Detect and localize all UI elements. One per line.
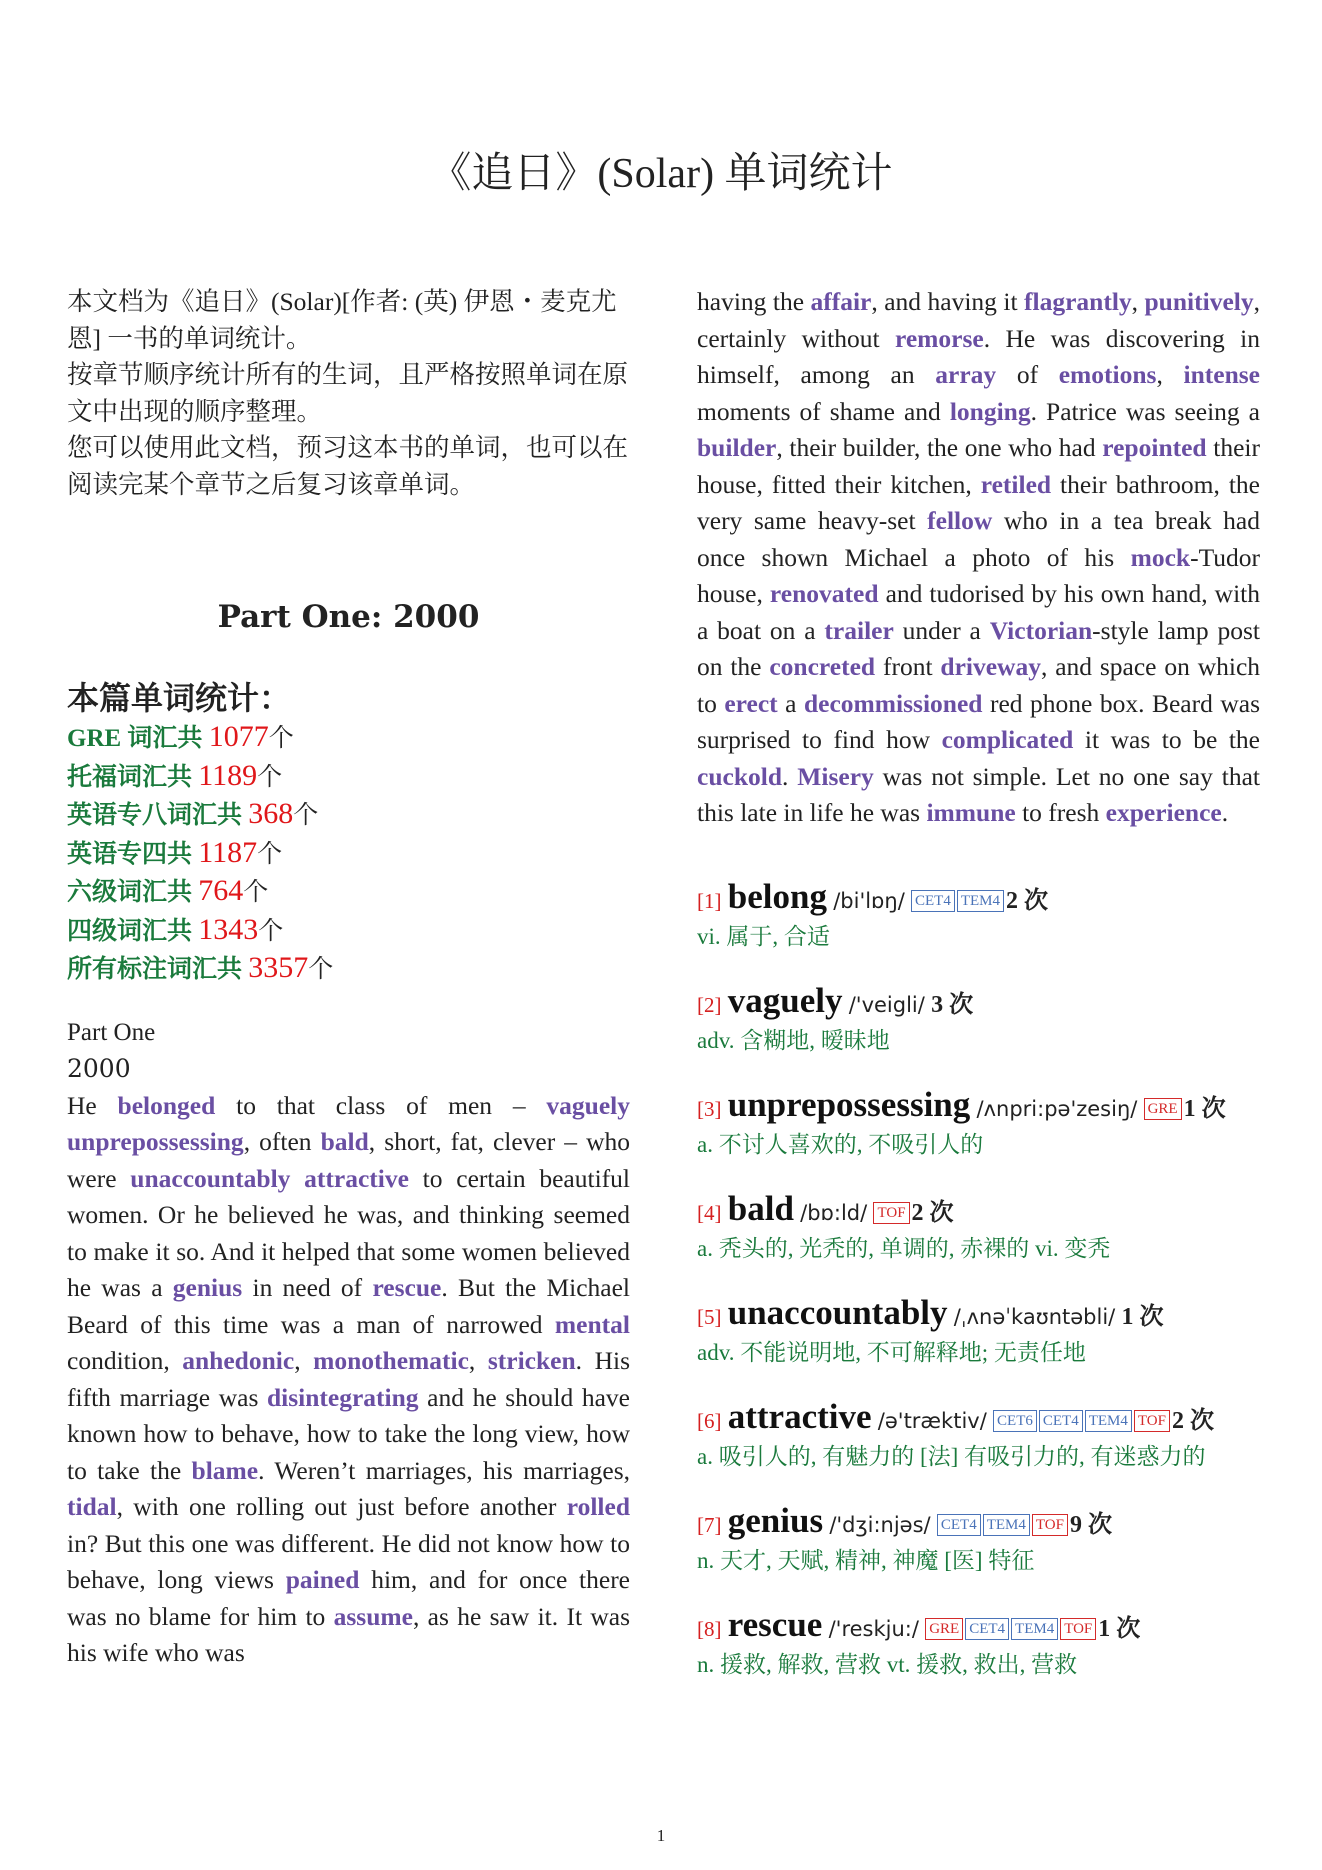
vocab-entry xyxy=(697,1086,1260,1162)
highlighted-word: flagrantly xyxy=(1024,287,1132,316)
highlighted-word: builder xyxy=(697,433,777,462)
entry-phonetic: /ʌnpri:pə'zesiŋ/ xyxy=(976,1096,1138,1121)
highlighted-word: blame xyxy=(191,1455,259,1485)
highlighted-word: experience xyxy=(1105,798,1222,827)
highlighted-word: complicated xyxy=(941,725,1074,754)
exam-tag: GRE xyxy=(925,1618,963,1640)
highlighted-word: affair xyxy=(810,287,872,316)
stat-line xyxy=(67,835,630,874)
exam-tag: TEM4 xyxy=(1085,1410,1132,1432)
highlighted-word: array xyxy=(935,360,997,389)
exam-tag: TOF xyxy=(873,1202,909,1224)
entry-definition: vi. 属于, 合适 xyxy=(697,923,830,949)
stat-label: 所有标注词汇共 xyxy=(67,956,249,983)
entry-definition: adv. 含糊地, 暧昧地 xyxy=(697,1027,890,1053)
entry-word: belong xyxy=(727,876,827,916)
highlighted-word: driveway xyxy=(940,652,1041,681)
passage-right: having the affair, and having it flagrantly, punitively, certainly without remorse. He was discovering in himself, among an array of emotions, intense moments of shame and longing. Patrice was seeing a builder, their builder, the one who had repointed their house, fitted their kitchen, retiled their bathroom, the very same heavy-set fellow who in a tea break had once shown Michael a photo of his mock-Tudor house, renovated and tudorised by his own hand, with a boat on a trailer under a Victorian-style lamp post on the concreted front driveway, and space on which to erect a decommissioned red phone box. Beard was surprised to find how complicated it was to be the cuckold. Misery was not simple. Let no one say that this late in life he was immune to fresh experience. xyxy=(697,287,1261,827)
entry-phonetic: /ˌʌnəˈkaʊntəbli/ xyxy=(953,1304,1116,1329)
exam-tag: TOF xyxy=(1134,1410,1170,1432)
stat-label: GRE 词汇共 xyxy=(67,725,209,752)
stats-list xyxy=(67,719,630,989)
part-heading: Part One: 2000 xyxy=(217,599,480,635)
exam-tag: CET4 xyxy=(1039,1410,1083,1432)
entry-phonetic: /bɒ:ld/ xyxy=(800,1200,868,1225)
exam-tag: CET4 xyxy=(911,890,955,912)
vocab-entry xyxy=(697,1606,1260,1682)
vocab-entry xyxy=(697,982,1260,1058)
stat-unit: 个 xyxy=(258,917,284,945)
stat-value: 3357 xyxy=(248,951,309,984)
vocab-entry xyxy=(697,1502,1260,1578)
entry-phonetic: /ə'træktiv/ xyxy=(877,1408,987,1433)
entry-definition: adv. 不能说明地, 不可解释地; 无责任地 xyxy=(697,1339,1086,1365)
highlighted-word: Misery xyxy=(797,761,874,791)
entry-index: [2] xyxy=(697,992,722,1017)
entry-phonetic: /'reskju:/ xyxy=(828,1616,919,1641)
stat-label: 托福词汇共 xyxy=(67,763,199,791)
highlighted-word: Victorian xyxy=(989,615,1093,645)
entry-count: 9 次 xyxy=(1069,1511,1112,1538)
entry-count: 1 次 xyxy=(1121,1303,1164,1330)
stat-line xyxy=(67,912,630,951)
exam-tag: CET6 xyxy=(993,1410,1037,1432)
entry-word: unprepossessing xyxy=(727,1084,971,1124)
stat-unit: 个 xyxy=(243,879,269,906)
highlighted-word: remorse xyxy=(894,323,984,353)
entry-phonetic: /'veigli/ xyxy=(848,992,925,1017)
vocab-entry-head xyxy=(697,1190,1260,1232)
entry-index: [4] xyxy=(697,1200,722,1225)
entry-definition: a. 秃头的, 光秃的, 单调的, 赤裸的 vi. 变秃 xyxy=(697,1235,1111,1261)
entry-count: 1 次 xyxy=(1183,1095,1226,1122)
entry-definition: n. 援救, 解救, 营救 vt. 援救, 救出, 营救 xyxy=(697,1651,1078,1677)
exam-tag: CET4 xyxy=(937,1514,981,1536)
entry-word: bald xyxy=(727,1188,794,1228)
highlighted-word: genius xyxy=(172,1273,243,1302)
entry-definition: a. 不讨人喜欢的, 不吸引人的 xyxy=(697,1131,984,1157)
entry-word: attractive xyxy=(727,1396,872,1436)
highlighted-word: immune xyxy=(926,798,1016,827)
highlighted-word: trailer xyxy=(824,615,894,645)
vocabulary-list xyxy=(697,878,1260,1682)
highlighted-word: cuckold xyxy=(697,761,783,791)
intro-line: 您可以使用此文档，预习这本书的单词，也可以在阅读完某个章节之后复习该章单词。 xyxy=(67,433,629,499)
passage-left: He belonged to that class of men – vaguely unprepossessing, often bald, short, fat, clever – who were unaccountably attractive to certain beautiful women. Or he believed he was, and thinking seemed to make it so. And it helped that some women believed he was a genius in need of rescue. But the Michael Beard of this time was a man of narrowed mental condition, anhedonic, monothematic, stricken. His fifth marriage was disintegrating and he should have known how to behave, how to take the long view, how to take the blame. Weren’t marriages, his marriages, tidal, with one rolling out just before another rolled in? But this one was different. He did not know how to behave, long views pained him, and for once there was no blame for him to assume, as he saw it. It was his wife who was xyxy=(67,1090,631,1667)
highlighted-word: repointed xyxy=(1102,433,1207,462)
page-title: 《追日》(Solar) 单词统计 xyxy=(429,151,893,197)
intro xyxy=(67,284,630,503)
exam-tag: TOF xyxy=(1032,1514,1068,1536)
highlighted-word: tidal xyxy=(67,1492,117,1521)
vocab-entry-head xyxy=(697,1502,1260,1544)
entry-count: 1 次 xyxy=(1098,1615,1141,1642)
entry-word: unaccountably xyxy=(727,1292,948,1332)
entry-word: genius xyxy=(727,1500,824,1540)
highlighted-word: bald xyxy=(320,1127,369,1156)
stats-heading: 本篇单词统计： xyxy=(67,680,292,716)
highlighted-word: punitively xyxy=(1144,287,1254,316)
entry-index: [1] xyxy=(697,888,722,913)
stat-unit: 个 xyxy=(293,802,319,829)
stat-line xyxy=(67,758,630,797)
highlighted-word: fellow xyxy=(927,506,993,535)
entry-index: [6] xyxy=(697,1408,722,1433)
vocab-entry xyxy=(697,1190,1260,1266)
entry-count: 3 次 xyxy=(931,991,974,1018)
highlighted-word: retiled xyxy=(980,469,1052,499)
highlighted-word: stricken xyxy=(487,1346,576,1375)
highlighted-word: rolled xyxy=(566,1492,630,1521)
left-column xyxy=(67,284,630,1672)
stat-unit: 个 xyxy=(268,725,294,752)
highlighted-word: belonged xyxy=(117,1090,216,1120)
entry-index: [8] xyxy=(697,1616,722,1641)
entry-count: 2 次 xyxy=(911,1199,954,1226)
stat-label: 英语专四共 xyxy=(67,840,199,868)
vocab-entry-head xyxy=(697,1398,1260,1440)
stat-line xyxy=(67,796,630,835)
entry-index: [3] xyxy=(697,1096,722,1121)
stat-label: 英语专八词汇共 xyxy=(67,802,249,829)
right-column xyxy=(697,284,1260,1682)
stat-label: 四级词汇共 xyxy=(67,917,199,945)
stat-value: 1077 xyxy=(208,720,269,753)
highlighted-word: mental xyxy=(554,1309,630,1339)
exam-tag: TEM4 xyxy=(983,1514,1030,1536)
highlighted-word: renovated xyxy=(769,579,879,608)
stat-value: 1189 xyxy=(198,758,258,792)
intro-line: 本文档为《追日》(Solar)[作者: (英) 伊恩・麦克尤恩] 一书的单词统计。 xyxy=(67,287,617,353)
exam-tag: TEM4 xyxy=(1011,1618,1058,1640)
stat-line xyxy=(67,873,630,912)
highlighted-word: assume xyxy=(333,1601,413,1631)
entry-count: 2 次 xyxy=(1171,1407,1214,1434)
entry-phonetic: /'dʒi:njəs/ xyxy=(829,1512,931,1537)
highlighted-word: disintegrating xyxy=(266,1382,419,1412)
exam-tag: TEM4 xyxy=(957,890,1004,912)
highlighted-word: monothematic xyxy=(313,1346,469,1375)
vocab-entry-head xyxy=(697,1606,1260,1648)
stat-label: 六级词汇共 xyxy=(67,879,199,906)
vocab-entry-head xyxy=(697,1294,1260,1336)
highlighted-word: concreted xyxy=(769,652,876,681)
exam-tag: GRE xyxy=(1144,1098,1182,1120)
highlighted-word: decommissioned xyxy=(803,688,983,718)
stat-value: 1343 xyxy=(198,912,259,946)
stat-value: 764 xyxy=(198,874,244,907)
entry-phonetic: /bi'lɒŋ/ xyxy=(833,888,905,913)
vocab-entry-head xyxy=(697,878,1260,920)
highlighted-word: mock xyxy=(1130,542,1191,572)
highlighted-word: anhedonic xyxy=(182,1346,295,1375)
vocab-entry-head xyxy=(697,1086,1260,1128)
highlighted-word: vaguely unprepossessing xyxy=(67,1090,630,1156)
highlighted-word: intense xyxy=(1183,360,1260,389)
highlighted-word: pained xyxy=(285,1565,360,1594)
highlighted-word: rescue xyxy=(372,1273,442,1302)
stat-value: 1187 xyxy=(198,835,258,869)
stat-unit: 个 xyxy=(257,840,283,868)
exam-tag: TOF xyxy=(1060,1618,1096,1640)
entry-index: [5] xyxy=(697,1304,722,1329)
entry-definition: a. 吸引人的, 有魅力的 [法] 有吸引力的, 有迷惑力的 xyxy=(697,1443,1206,1469)
vocab-entry xyxy=(697,878,1260,954)
stat-unit: 个 xyxy=(257,763,283,791)
page-number: 1 xyxy=(656,1826,666,1845)
highlighted-word: unaccountably attractive xyxy=(130,1163,409,1193)
intro-line: 按章节顺序统计所有的生词，且严格按照单词在原文中出现的顺序整理。 xyxy=(67,360,629,426)
entry-word: rescue xyxy=(727,1604,823,1644)
year-label: 2000 xyxy=(67,1054,131,1083)
entry-count: 2 次 xyxy=(1006,887,1049,914)
highlighted-word: emotions xyxy=(1058,360,1157,389)
entry-index: [7] xyxy=(697,1512,722,1537)
stat-line xyxy=(67,719,630,758)
stat-line xyxy=(67,950,630,989)
exam-tag: CET4 xyxy=(965,1618,1009,1640)
vocab-entry-head xyxy=(697,982,1260,1024)
entry-definition: n. 天才, 天赋, 精神, 神魔 [医] 特征 xyxy=(697,1547,1035,1573)
vocab-entry xyxy=(697,1294,1260,1370)
entry-word: vaguely xyxy=(727,980,843,1020)
stat-unit: 个 xyxy=(308,956,334,983)
highlighted-word: erect xyxy=(724,688,778,718)
vocab-entry xyxy=(697,1398,1260,1474)
highlighted-word: longing xyxy=(949,396,1031,426)
stat-value: 368 xyxy=(248,797,294,830)
part-label: Part One xyxy=(67,1018,156,1046)
